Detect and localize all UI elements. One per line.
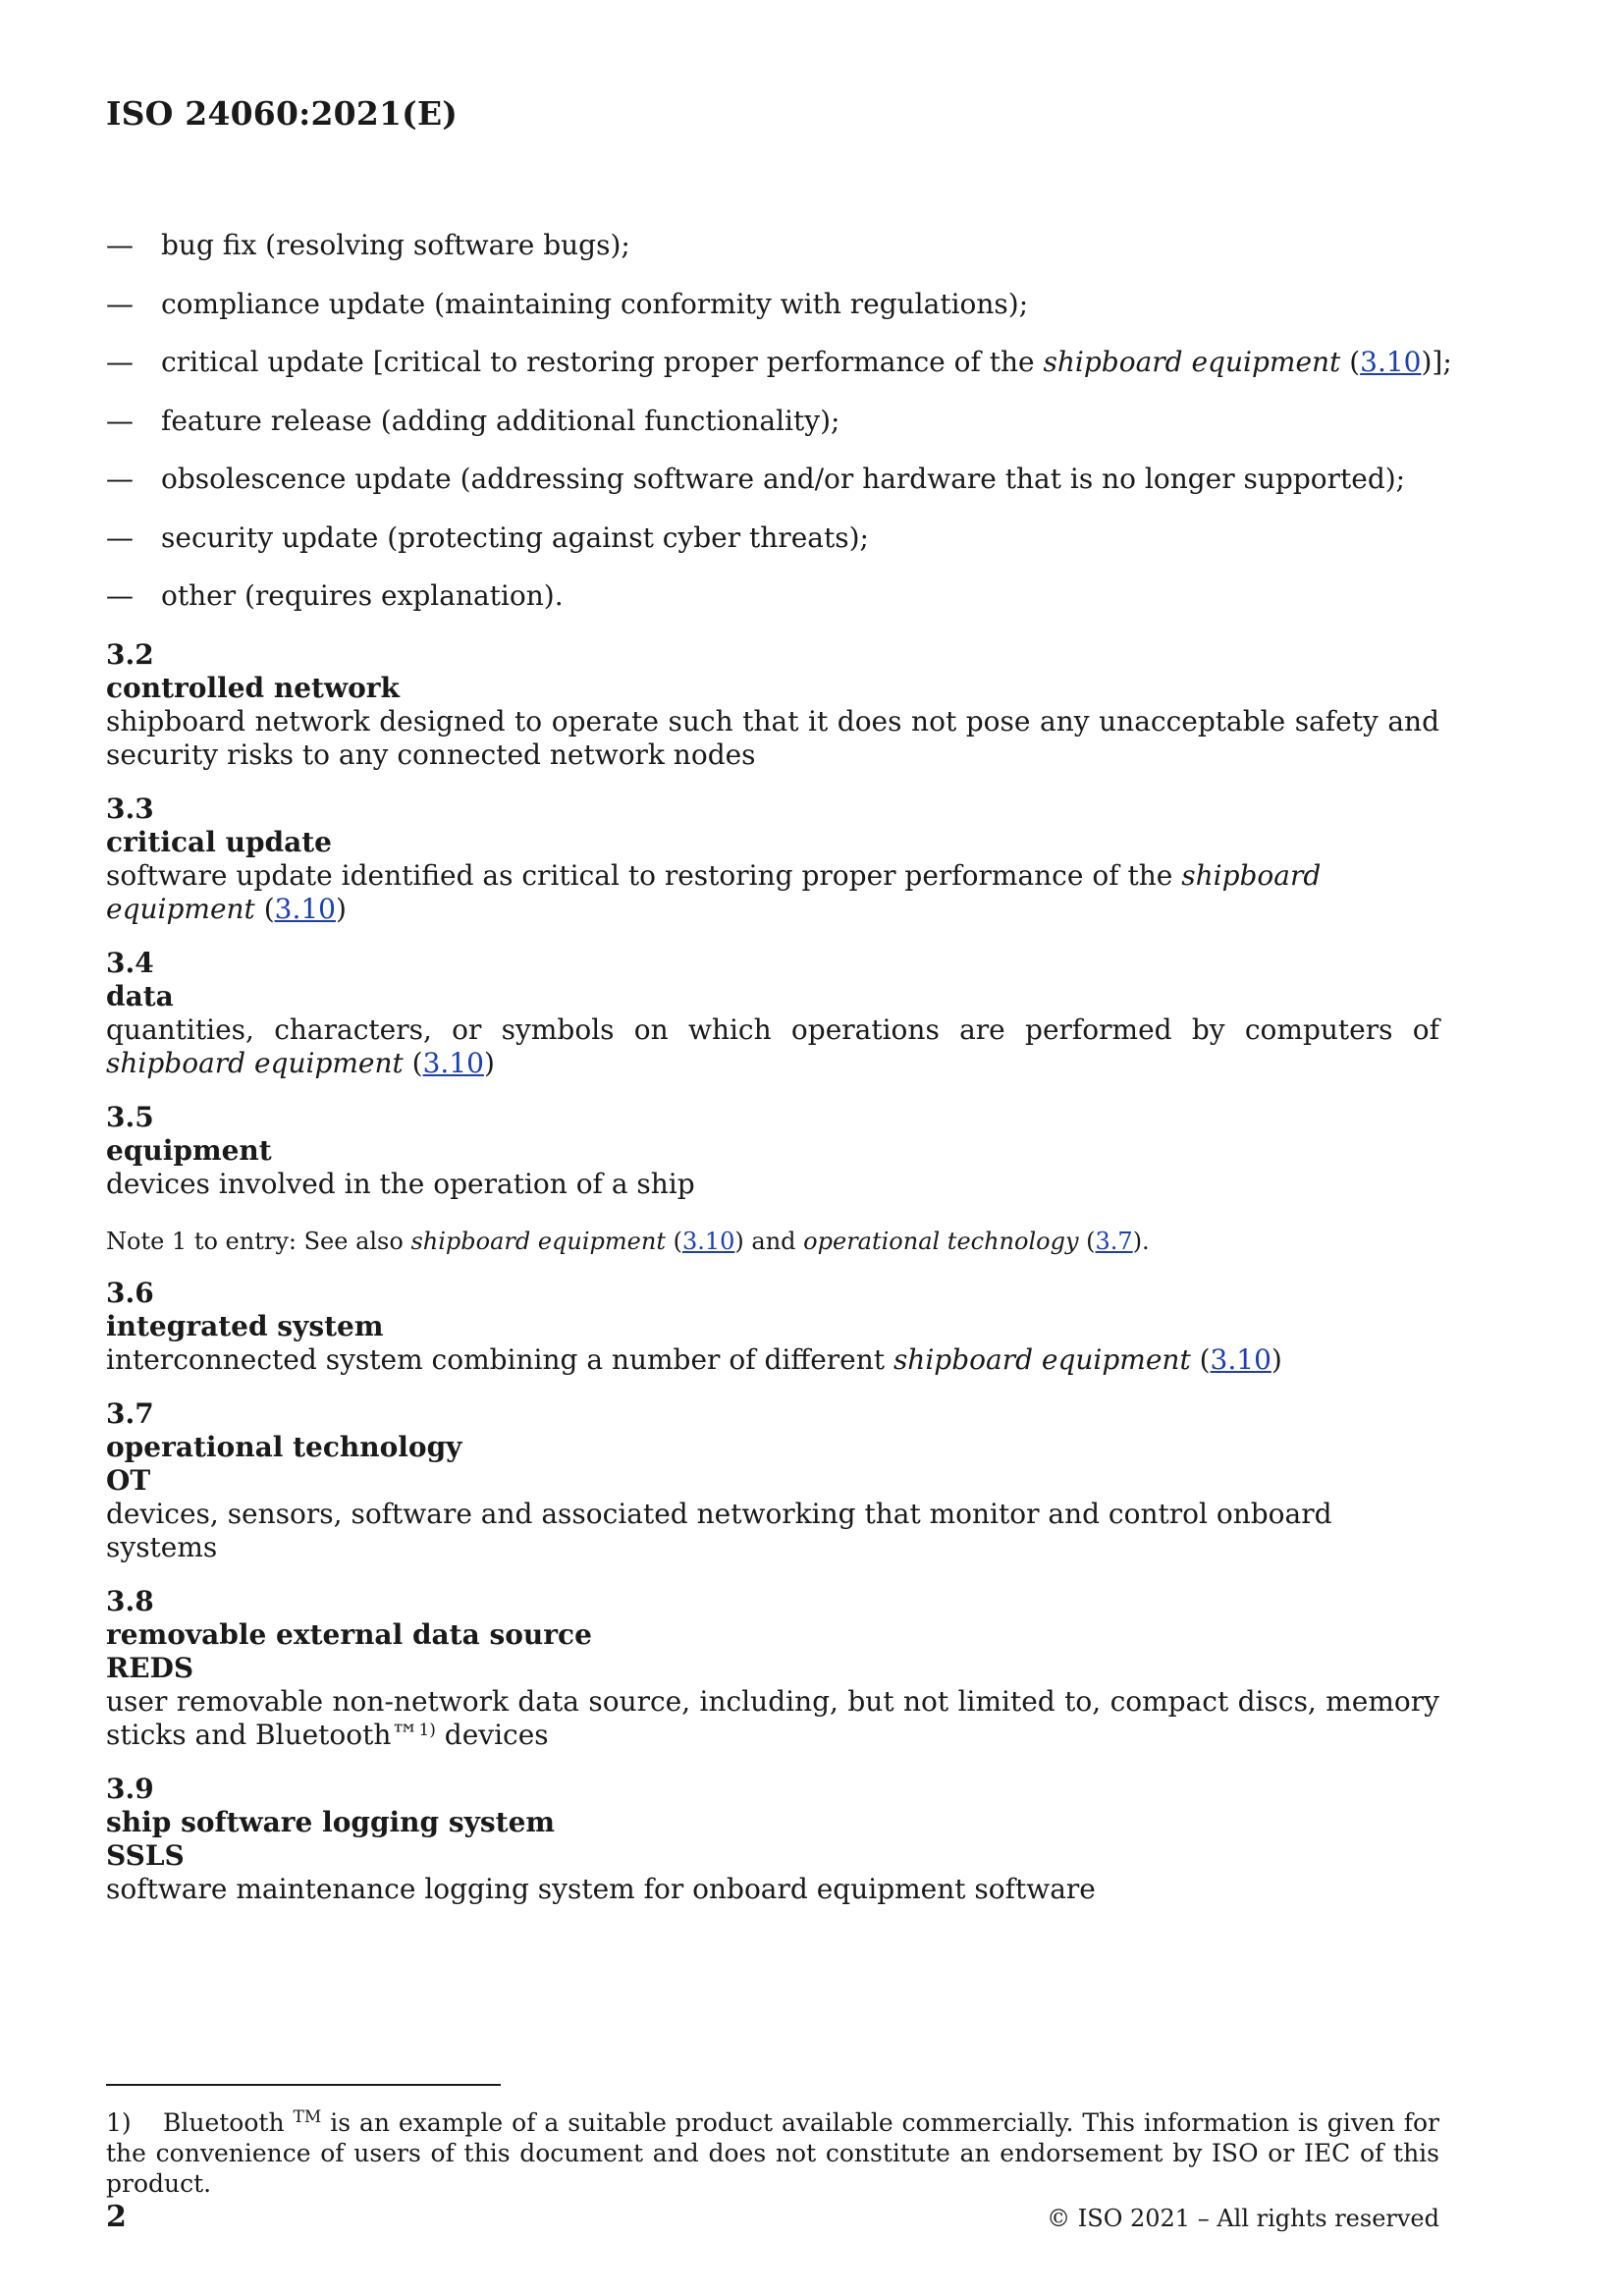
entry-definition: devices, sensors, software and associated networking that monitor and control onboard systems <box>106 1498 1332 1563</box>
entry-definition: interconnected system combining a number of different shipboard equipment (3.10) <box>106 1343 1282 1376</box>
entry-definition: shipboard network designed to operate such that it does not pose any unacceptable safety and security risks to any connected network nodes <box>106 705 1439 771</box>
cross-reference-link[interactable]: 3.10 <box>681 1228 735 1255</box>
copyright-notice: © ISO 2021 – All rights reserved <box>1047 2205 1439 2232</box>
footnote-divider <box>106 2084 501 2086</box>
entry-definition: software maintenance logging system for onboard equipment software <box>106 1873 1096 1905</box>
cross-reference-link[interactable]: 3.10 <box>1210 1343 1271 1376</box>
update-type-list <box>106 228 1461 637</box>
entry-term: integrated system <box>106 1310 384 1342</box>
entry-term: equipment <box>106 1134 272 1167</box>
term-entry-3-9 <box>106 1773 1439 1906</box>
entry-number: 3.3 <box>106 793 154 825</box>
document-header: ISO 24060:2021(E) <box>106 94 459 133</box>
entry-abbreviation: REDS <box>106 1652 194 1684</box>
term-entry-3-2 <box>106 638 1439 772</box>
trademark-superscript: TM <box>293 2107 322 2127</box>
entry-number: 3.2 <box>106 638 154 671</box>
entry-term: data <box>106 980 174 1012</box>
list-item: — security update (protecting against cyber threats); <box>106 520 869 554</box>
cross-reference-link[interactable]: 3.10 <box>274 893 336 925</box>
list-item: — bug fix (resolving software bugs); <box>106 229 630 261</box>
term-entry-3-8 <box>106 1585 1439 1752</box>
entry-number: 3.7 <box>106 1397 154 1430</box>
list-item: — other (requires explanation). <box>106 579 564 612</box>
entry-abbreviation: OT <box>106 1464 151 1497</box>
entry-number: 3.8 <box>106 1585 154 1617</box>
list-item: — feature release (adding additional functionality); <box>106 404 840 437</box>
term-entry-3-5 <box>106 1101 1439 1256</box>
entry-definition: software update identified as critical to restoring proper performance of the shipboard equipment (3.10) <box>106 859 1322 925</box>
cross-reference-link[interactable]: 3.7 <box>1095 1228 1133 1255</box>
cross-reference-link[interactable]: 3.10 <box>1360 346 1422 378</box>
term-entry-3-6 <box>106 1277 1439 1377</box>
list-item: — critical update [critical to restoring proper performance of the shipboard equipment (3.10)]; <box>106 346 1452 378</box>
entry-term: removable external data source <box>106 1618 592 1651</box>
entry-definition: quantities, characters, or symbols on which operations are performed by computers of shipboard equipment (3.10) <box>106 1013 1439 1079</box>
list-item: — compliance update (maintaining conformity with regulations); <box>106 287 1029 320</box>
cross-reference-link[interactable]: 3.10 <box>422 1047 484 1079</box>
entry-definition: user removable non-network data source, including, but not limited to, compact discs, memory sticks and Bluetooth™$^{1)}$ devices <box>106 1685 1439 1751</box>
entry-term: operational technology <box>106 1431 462 1463</box>
term-entry-3-3 <box>106 793 1439 926</box>
footnote-marker: 1) <box>418 1721 436 1740</box>
term-entry-3-4 <box>106 947 1439 1080</box>
page-number: 2 <box>106 2200 127 2234</box>
terms-and-definitions <box>106 638 1439 1927</box>
entry-term: ship software logging system <box>106 1806 556 1838</box>
list-item: — obsolescence update (addressing software and/or hardware that is no longer supported); <box>106 463 1406 495</box>
term-entry-3-7 <box>106 1397 1439 1564</box>
entry-note: Note 1 to entry: See also shipboard equipment (3.10) and operational technology (3.7). <box>106 1228 1150 1255</box>
entry-term: controlled network <box>106 672 400 704</box>
entry-definition: devices involved in the operation of a ship <box>106 1168 695 1200</box>
entry-abbreviation: SSLS <box>106 1839 185 1872</box>
entry-number: 3.6 <box>106 1277 154 1309</box>
footnote: 1) Bluetooth ™ is an example of a suitable product available commercially. This information is given for the convenience of users of this document and does not constitute an endorsement by ISO or IEC of this product. <box>106 2107 1439 2198</box>
entry-number: 3.5 <box>106 1101 154 1133</box>
entry-term: critical update <box>106 826 332 858</box>
entry-number: 3.9 <box>106 1773 154 1805</box>
footnote-label: 1) <box>106 2108 132 2137</box>
entry-number: 3.4 <box>106 947 154 979</box>
